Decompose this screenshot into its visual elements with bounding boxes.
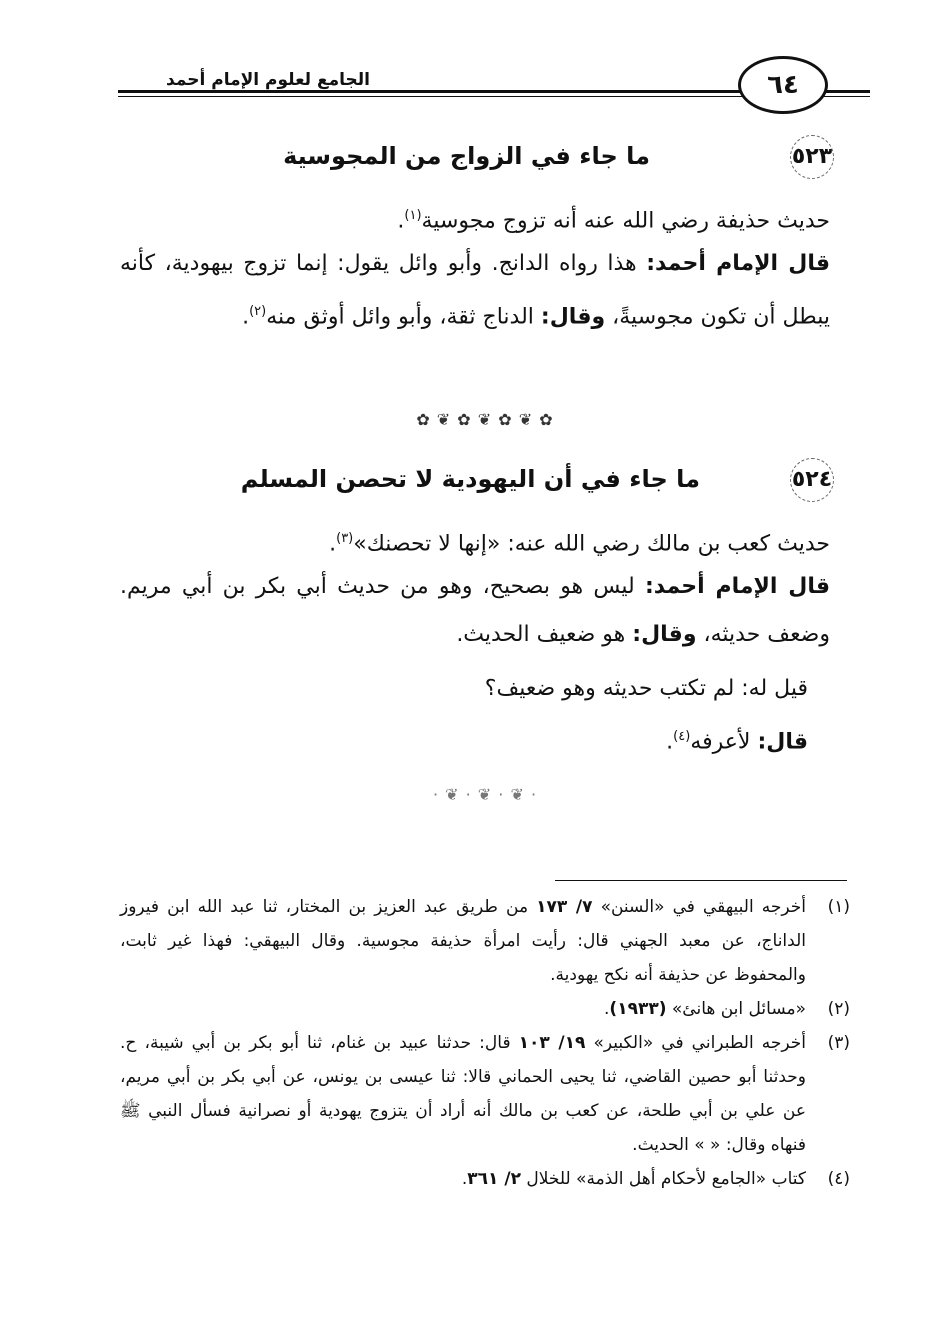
hadith-text: حديث كعب بن مالك رضي الله عنه: «إنها لا تحصنك»$^{(٣)}$. (329, 531, 830, 557)
statement-text: ليس هو بصحيح، وهو من حديث أبي بكر بن أبي مريم. وضعف حديثه، (120, 574, 830, 647)
section-number: ٥٢٣ (782, 135, 842, 179)
answer-label: قال: (757, 729, 808, 755)
page-number: ٦٤ (738, 56, 828, 114)
imam-statement: قال الإمام أحمد: هذا رواه الدانج. وأبو وائل يقول: إنما تزوج بيهودية، كأنه يبطل أن تكون مجوسيةً، وقال: الدناج ثقة، وأبو وائل أوثق منه$^{(٢)}$. (120, 251, 831, 330)
footnote-reference: ٧/ ١٧٣ (536, 897, 593, 917)
footnote-ref: (٣) (336, 531, 354, 546)
speaker-label: قال الإمام أحمد: (644, 574, 831, 599)
end-ornament: · ❦ · ❦ · ❦ · (432, 785, 538, 804)
footnote-text: كتاب «الجامع لأحكام أهل الذمة» للخلال (526, 1169, 806, 1189)
footnote-ref: (١) (404, 208, 422, 223)
section-title: ما جاء في الزواج من المجوسية (283, 142, 650, 170)
footnote-item (120, 1162, 850, 1196)
imam-statement (120, 563, 830, 659)
footnote-mark: (٤) (827, 1169, 850, 1189)
footnote-reference: (١٩٣٣) (609, 999, 667, 1019)
question-line: قيل له: لم تكتب حديثه وهو ضعيف؟ (484, 676, 808, 701)
answer-text: لأعرفه (690, 729, 751, 755)
footnote-text: «مسائل ابن هانئ» (671, 999, 806, 1019)
footnote-ref: (٢) (249, 304, 267, 319)
section-number: ٥٢٤ (782, 458, 842, 502)
statement-text: هذا رواه الدانج. وأبو وائل يقول: إنما تزوج بيهودية، كأنه يبطل أن تكون مجوسيةً، (120, 251, 830, 330)
footnote-reference: ١٩/ ١٠٣ (518, 1033, 586, 1053)
footnote-separator (555, 880, 847, 881)
footnote-item (120, 992, 850, 1026)
footnote-reference: ٢/ ٣٦١ (467, 1169, 521, 1189)
said-label: وقال: (540, 304, 606, 330)
hadith-text: حديث حذيفة رضي الله عنه أنه تزوج مجوسية$^{(١)}$. (397, 208, 830, 234)
footnote-item (120, 1026, 850, 1162)
section-divider-ornament: ✿ ❦ ✿ ❦ ✿ ❦ ✿ (416, 410, 554, 429)
footnote-mark: (٣) (827, 1033, 850, 1053)
footnote-ref: (٤) (673, 729, 691, 744)
hadith-body: حديث كعب بن مالك رضي الله عنه: «إنها لا تحصنك» (353, 531, 830, 557)
running-header (118, 50, 870, 120)
footnote-text: من طريق عبد العزيز بن المختار، ثنا عبد الله ابن فيروز الداناج، عن معبد الجهني قال: رأيت امرأة حذيفة مجوسية. وقال البيهقي: فهذا غير ثابت، والمحفوظ عن حذيفة أنه نكح يهودية. (120, 897, 806, 985)
answer-line: قال: لأعرفه$^{(٤)}$. (666, 729, 808, 755)
speaker-label: قال الإمام أحمد: (646, 251, 831, 276)
footnote-text: أخرجه البيهقي في «السنن» (600, 897, 807, 917)
section-title: ما جاء في أن اليهودية لا تحصن المسلم (240, 465, 700, 493)
footnote-text: . (604, 999, 610, 1019)
footnote-mark: (١) (827, 897, 850, 917)
said-label: وقال: (632, 622, 697, 647)
statement-text: الدناج ثقة، وأبو وائل أوثق منه (266, 304, 534, 330)
statement-text: هو ضعيف الحديث. (456, 622, 626, 647)
footnotes (120, 890, 850, 1196)
footnote-mark: (٢) (827, 999, 850, 1019)
hadith-body: حديث حذيفة رضي الله عنه أنه تزوج مجوسية (421, 208, 830, 234)
footnote-text: . (461, 1169, 468, 1189)
footnote-text: قال: حدثنا عبيد بن غنام، ثنا أبو بكر بن أبي شيبة، ح. وحدثنا أبو حصين القاضي، ثنا يحيى الحماني قالا: ثنا عيسى بن يونس، عن أبي بكر بن أبي مريم، عن علي بن أبي طلحة، عن كعب بن مالك أنه أراد أن يتزوج يهودية أو نصرانية فسأل النبي ﷺ فنهاه وقال: « » الحديث. (120, 1033, 806, 1155)
running-title: الجامع لعلوم الإمام أحمد (138, 70, 398, 90)
footnote-item (120, 890, 850, 992)
footnote-text: أخرجه الطبراني في «الكبير» (593, 1033, 806, 1053)
